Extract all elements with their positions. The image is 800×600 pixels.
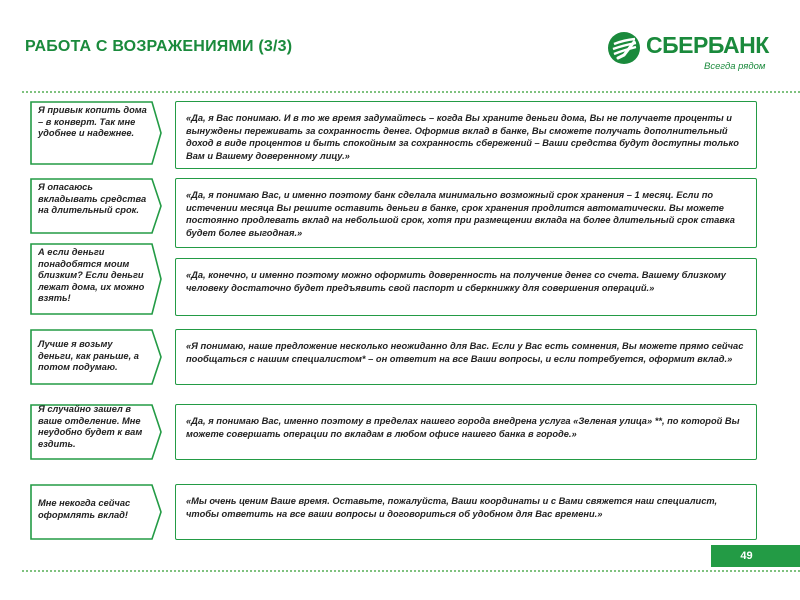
response-3: «Да, конечно, и именно поэтому можно оформить доверенность на получение денег со счета. Вашему близкому человеку достаточно будет предъявить свой паспорт и сберкнижку для совершения операций.» — [175, 258, 757, 316]
objection-2 — [30, 178, 158, 234]
page-number: 49 — [740, 550, 753, 562]
response-5: «Да, я понимаю Вас, именно поэтому в пределах нашего города внедрена услуга «Зеленая улица» **, по которой Вы можете совершать операции по вкладам в любом офисе нашего банка в городе.» — [175, 404, 757, 460]
footer-divider — [22, 570, 800, 572]
objection-4 — [30, 329, 158, 385]
page-number-badge — [711, 545, 800, 567]
response-4: «Я понимаю, наше предложение несколько неожиданно для Вас. Если у Вас есть сомнения, Вы можете прямо сейчас пообщаться с нашим специалистом* – он ответит на все Ваши вопросы, и если потребуется, оформит вклад.» — [175, 329, 757, 385]
objection-6 — [30, 484, 158, 540]
logo-name: СБЕРБАНК — [646, 32, 769, 58]
objection-5 — [30, 404, 158, 460]
objection-2-text: Я опасаюсь вкладывать средства на длительный срок. — [38, 182, 147, 215]
sberbank-logo — [606, 30, 776, 78]
logo-tagline: Всегда рядом — [704, 61, 766, 72]
objection-3-text: А если деньги понадобятся моим близким? Если деньги лежат дома, их можно взять! — [38, 247, 145, 303]
objection-1-text: Я привык копить дома – в конверт. Так мне удобнее и надежнее. — [38, 105, 147, 138]
objection-1 — [30, 101, 158, 165]
response-2: «Да, я понимаю Вас, и именно поэтому банк сделала минимально возможный срок хранения – 1 месяц. Если по истечении месяца Вы решите оставить деньги в банке, срок хранения продлится автоматически. Вы можете постоянно продлевать вклад на небольшой срок, хотя при размещении вклада на более длительный срок ставка будет более выгодная.» — [175, 178, 757, 248]
objection-4-text: Лучше я возьму деньги, как раньше, а потом подумаю. — [38, 339, 139, 372]
response-6: «Мы очень ценим Ваше время. Оставьте, пожалуйста, Ваши координаты и с Вами свяжется наш специалист, чтобы ответить на все ваши вопросы и договориться об удобном для Вас времени.» — [175, 484, 757, 540]
objection-3 — [30, 243, 158, 315]
objection-5-text: Я случайно зашел в ваше отделение. Мне неудобно будет к вам ездить. — [38, 404, 143, 449]
sberbank-logo-icon — [606, 30, 642, 66]
page-title: РАБОТА С ВОЗРАЖЕНИЯМИ (3/3) — [25, 38, 293, 55]
response-1: «Да, я Вас понимаю. И в то же время задумайтесь – когда Вы храните деньги дома, Вы не получаете проценты и вынуждены переживать за сохранность денег. Оформив вклад в банке, Вы сможете получать дополнительный доход в виде процентов и быть спокойным за сохранность сбережений – Ваши средства будут доступны только Вам и Вашему доверенному лицу.» — [175, 101, 757, 169]
header-divider — [22, 91, 800, 93]
objection-6-text: Мне некогда сейчас оформлять вклад! — [38, 498, 131, 520]
